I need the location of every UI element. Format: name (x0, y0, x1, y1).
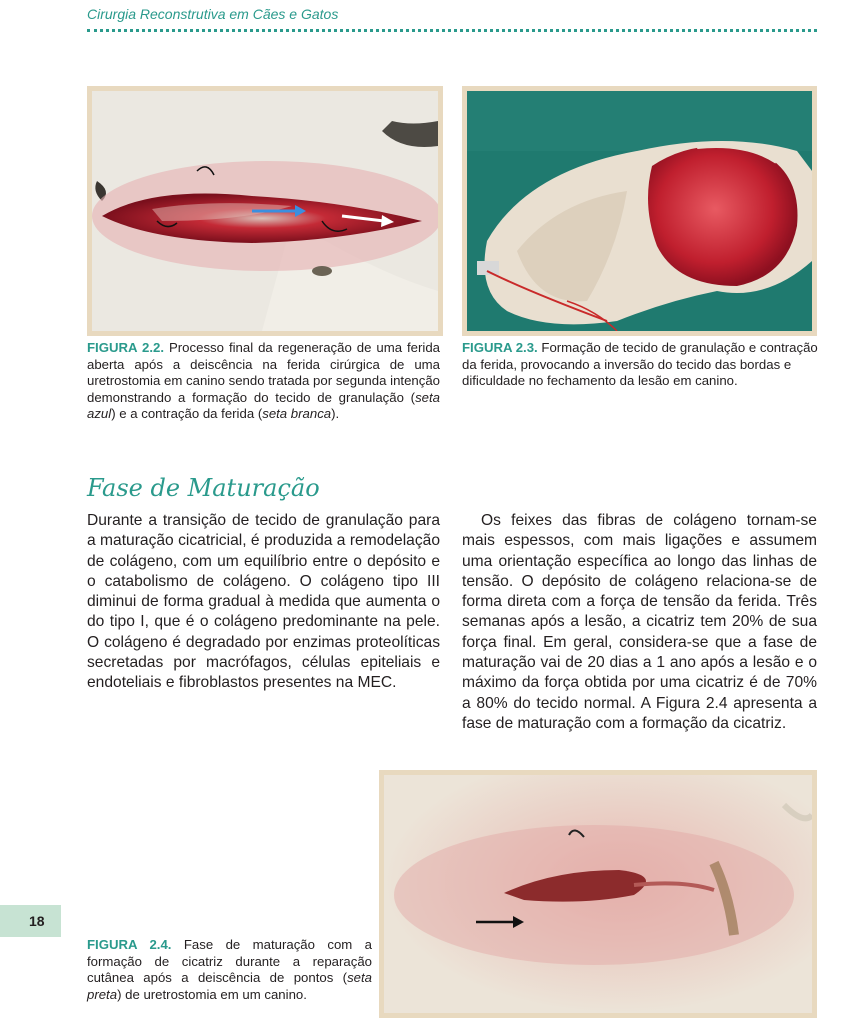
caption-text: Processo final da regeneração de uma ferida aberta após a deiscência na ferida cirúrgica de uma uretrostomia em canino sendo tratada por segunda intenção demonstrando a formação do tecido de granulação ( (87, 340, 441, 405)
running-title: Cirurgia Reconstrutiva em Cães e Gatos (87, 6, 339, 22)
caption-italic: seta branca (262, 406, 332, 422)
figure-2-4-caption (87, 937, 372, 1003)
figure-2-2-caption (87, 340, 440, 423)
body-column-right (462, 511, 817, 734)
figure-2-3-caption (462, 340, 818, 390)
body-column-left (87, 511, 440, 694)
paragraph: Durante a transição de tecido de granulação para a maturação cicatricial, é produzida a remodelação de colágeno, com um equilíbrio entre o depósito e o catabolismo de colágeno. O colágeno tipo III diminui de forma gradual à medida que aumenta o do tipo I, que é o colágeno predominante na pele. O colágeno é degradado por enzimas proteolíticas secretadas por macrófagos, células epiteliais e endoteliais e fibroblastos presentes na MEC. (87, 512, 440, 692)
header-rule (87, 29, 817, 32)
caption-text: Fase de maturação com a formação de cicatriz durante a reparação cutânea após a deiscência de pontos ( (87, 937, 373, 986)
caption-text: ) e a contração da ferida ( (111, 406, 263, 422)
figure-label: FIGURA 2.3. (462, 340, 538, 355)
caption-text: ). (331, 406, 340, 422)
caption-text: Formação de tecido de granulação e contração da ferida, provocando a inversão do tecido das bordas e dificuldade no fechamento da lesão em canino. (462, 340, 818, 389)
figure-label: FIGURA 2.2. (87, 340, 165, 355)
page-number: 18 (29, 913, 45, 929)
figure-2-2-photo (87, 86, 443, 336)
caption-text: ) de uretrostomia em um canino. (117, 986, 307, 1002)
caption-italic: seta azul (87, 389, 440, 422)
figure-2-4-photo (379, 770, 817, 1018)
paragraph: Os feixes das fibras de colágeno tornam-se mais espessos, com mais ligações e assumem uma orientação específica ao longo das linhas de tensão. O depósito de colágeno relaciona-se de forma direta com a força de tensão da ferida. Três semanas após a lesão, a cicatriz tem 20% de sua força final. Em geral, considera-se que a fase de maturação vai de 20 dias a 1 ano após a lesão e o máximo da força obtida por uma cicatriz é de 70% a 80% do tecido normal. A Figura 2.4 apresenta a fase de maturação com a formação da cicatriz. (462, 512, 817, 732)
section-title: Fase de Maturação (87, 474, 320, 502)
figure-2-3-photo (462, 86, 817, 336)
caption-italic: seta preta (87, 970, 372, 1002)
figure-label: FIGURA 2.4. (87, 937, 172, 952)
